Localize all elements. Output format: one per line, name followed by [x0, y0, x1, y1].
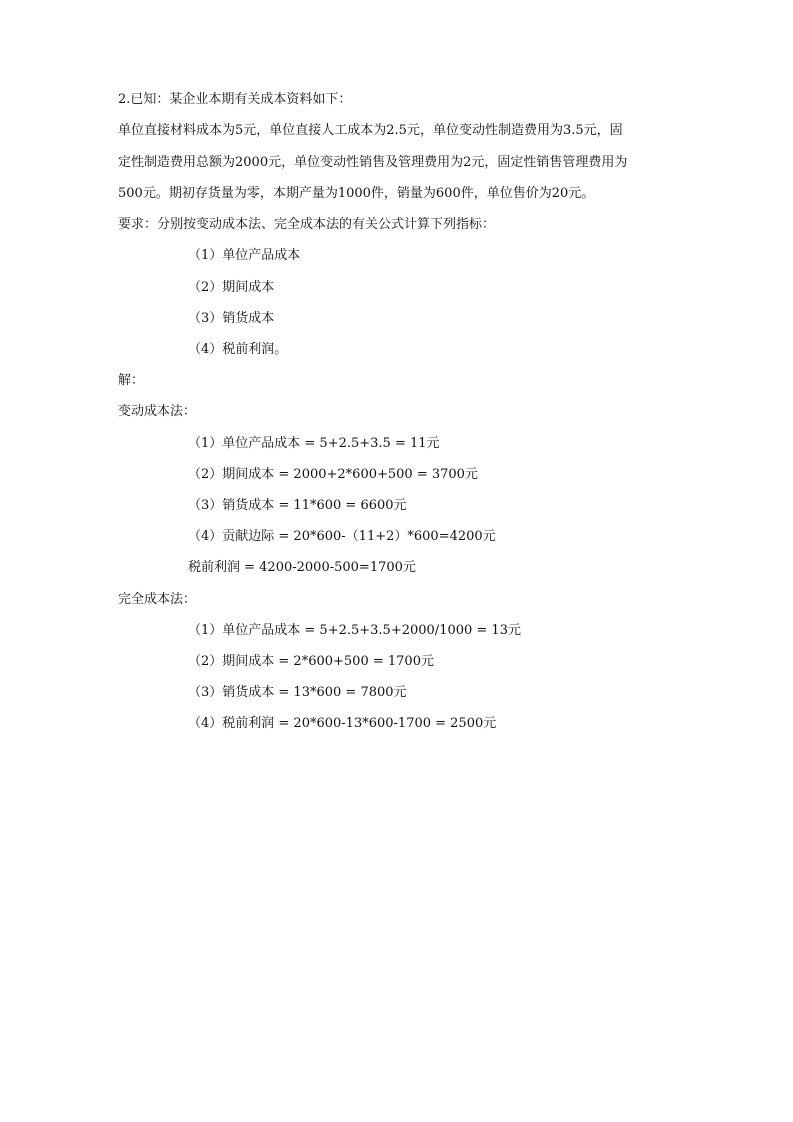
variable-costing-line: 税前利润 = 4200-2000-500=1700元	[188, 560, 416, 575]
absorption-costing-line: （4）税前利润 = 20*600-13*600-1700 = 2500元	[188, 716, 497, 731]
variable-costing-line: （1）单位产品成本 = 5+2.5+3.5 = 11元	[188, 436, 440, 451]
problem-description-line: 定性制造费用总额为2000元，单位变动性销售及管理费用为2元，固定性销售管理费用为	[118, 155, 628, 170]
absorption-costing-line: （1）单位产品成本 = 5+2.5+3.5+2000/1000 = 13元	[188, 623, 521, 638]
variable-costing-line: （3）销货成本 = 11*600 = 6600元	[188, 498, 407, 513]
requirement-item: （4）税前利润。	[188, 342, 288, 357]
requirement-item: （2）期间成本	[188, 280, 275, 295]
absorption-costing-line: （2）期间成本 = 2*600+500 = 1700元	[188, 654, 434, 669]
requirement-text: 要求：分别按变动成本法、完全成本法的有关公式计算下列指标：	[118, 217, 496, 232]
variable-costing-line: （4）贡献边际 = 20*600-（11+2）*600=4200元	[188, 529, 496, 544]
variable-costing-line: （2）期间成本 = 2000+2*600+500 = 3700元	[188, 467, 478, 482]
problem-description-line: 单位直接材料成本为5元，单位直接人工成本为2.5元，单位变动性制造费用为3.5元，固	[118, 123, 623, 138]
requirement-item: （1）单位产品成本	[188, 248, 301, 263]
solution-label: 解：	[118, 373, 145, 388]
requirement-item: （3）销货成本	[188, 311, 275, 326]
absorption-costing-title: 完全成本法：	[118, 592, 197, 607]
problem-heading: 2.已知：某企业本期有关成本资料如下：	[118, 92, 352, 107]
variable-costing-title: 变动成本法：	[118, 404, 197, 419]
absorption-costing-line: （3）销货成本 = 13*600 = 7800元	[188, 685, 407, 700]
problem-description-line: 500元。期初存货量为零，本期产量为1000件，销量为600件，单位售价为20元。	[118, 186, 595, 201]
